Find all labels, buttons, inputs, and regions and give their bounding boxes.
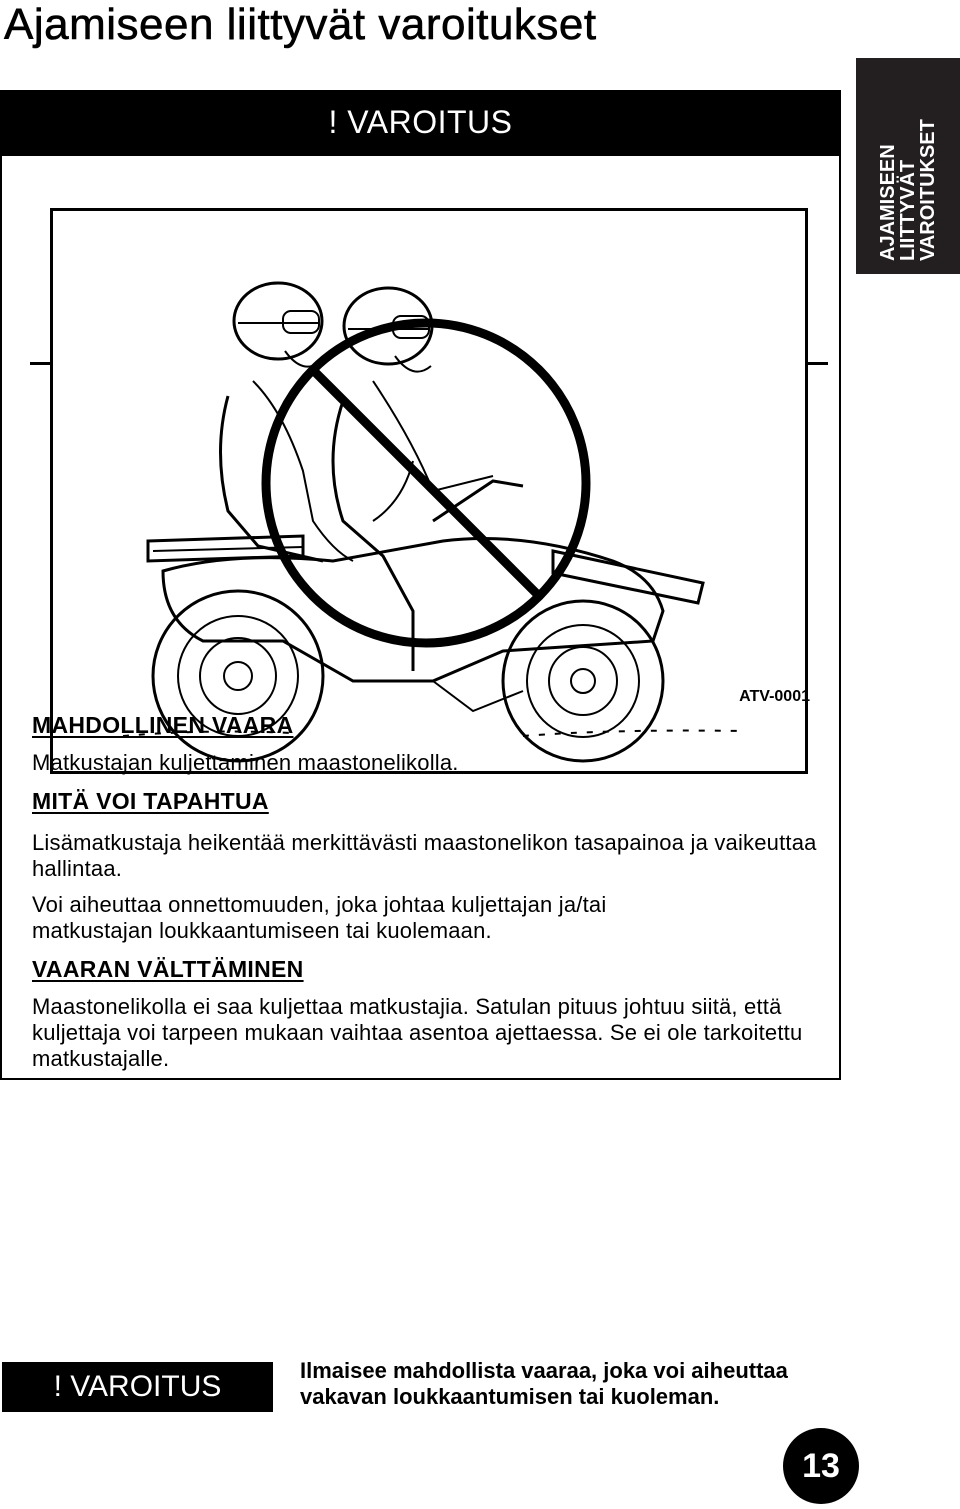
section-paragraph: Matkustajan kuljettaminen maastonelikolla.	[32, 750, 459, 775]
legend-warning-badge	[2, 1362, 273, 1412]
section-heading: MAHDOLLINEN VAARA	[32, 712, 294, 738]
side-tab-label	[878, 71, 938, 261]
side-tab-line: VAROITUKSET	[917, 119, 939, 261]
section-paragraph: Lisämatkustaja heikentää merkittävästi maastonelikon tasapainoa ja vaikeuttaa hallintaa.	[32, 830, 817, 881]
side-tab-line: LIITTYVÄT	[897, 159, 919, 261]
section-paragraph: Maastonelikolla ei saa kuljettaa matkustajia. Satulan pituus johtuu siitä, että kuljettaja voi tarpeen mukaan vaihtaa asentoa ajettaessa. Se ei ole tarkoitettu matkustajalle.	[32, 994, 803, 1071]
warning-box	[0, 90, 841, 1080]
section-heading: MITÄ VOI TAPAHTUA	[32, 788, 269, 814]
warning-header-label: ! VAROITUS	[328, 104, 513, 140]
page-number: 13	[783, 1428, 859, 1504]
section-paragraph: Voi aiheuttaa onnettomuuden, joka johtaa kuljettajan ja/tai matkustajan loukkaantumiseen tai kuolemaan.	[32, 892, 607, 943]
divider-tick-right	[808, 362, 828, 365]
warning-header	[2, 92, 839, 156]
legend-badge-label: ! VAROITUS	[53, 1370, 222, 1403]
prohibited-passenger-atv-illustration	[53, 211, 805, 771]
section-side-tab	[856, 58, 960, 274]
section-heading: VAARAN VÄLTTÄMINEN	[32, 956, 304, 982]
page-title: Ajamiseen liittyvät varoitukset	[4, 0, 597, 49]
illustration-frame	[50, 208, 808, 774]
divider-tick-left	[30, 362, 50, 365]
illustration-ref-code: ATV-0001	[739, 688, 810, 705]
side-tab-line: AJAMISEEN	[877, 144, 899, 261]
legend-text: Ilmaisee mahdollista vaaraa, joka voi aiheuttaa vakavan loukkaantumisen tai kuoleman.	[300, 1358, 788, 1409]
